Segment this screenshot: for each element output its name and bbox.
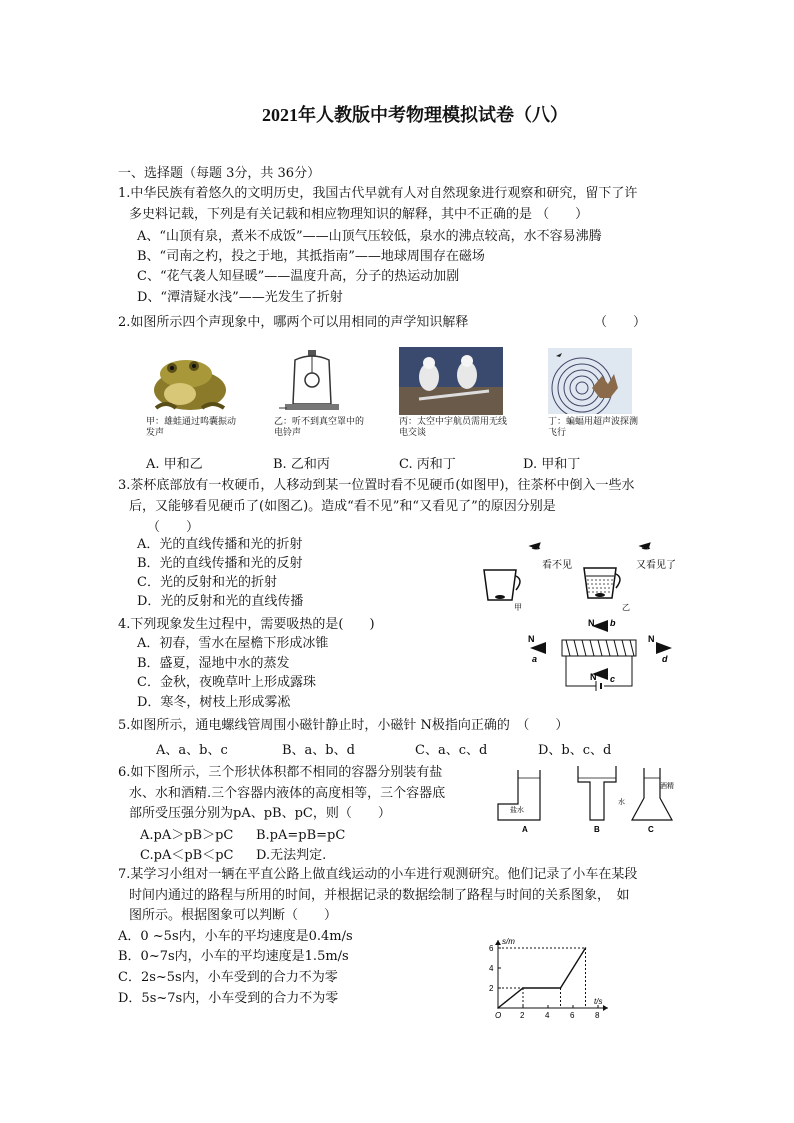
svg-text:c: c <box>610 674 616 684</box>
q6-option-a: A.pA＞pB＞pC <box>140 828 234 843</box>
q1-option-a: A、“山顶有泉，煮米不成饭”——山顶气压较低，泉水的沸点较高，水不容易沸腾 <box>137 229 602 244</box>
svg-text:b: b <box>610 618 616 628</box>
svg-text:酒精: 酒精 <box>660 782 674 790</box>
q2-stem: 2.如图所示四个声现象中，哪两个可以用相同的声学知识解释 <box>118 315 469 330</box>
q4-option-b: B．盛夏，湿地中水的蒸发 <box>137 656 290 671</box>
svg-text:看不见: 看不见 <box>542 560 572 571</box>
frog-picture <box>146 350 238 414</box>
data-point <box>585 947 587 949</box>
q6-line2: 水、水和酒精.三个容器内液体的高度相等，三个容器底 <box>129 786 446 801</box>
section-heading: 一、选择题（每题 3分，共 36分） <box>118 166 321 181</box>
q5-stem: 5.如图所示，通电螺线管周围小磁针静止时，小磁针 N极指向正确的 （ ） <box>118 718 569 733</box>
svg-text:B: B <box>594 825 600 834</box>
q5-option-c: C、a、c、d <box>415 743 488 758</box>
q7-option-d: D．5s~7s内，小车受到的合力不为零 <box>118 991 339 1006</box>
q6-option-d: D.无法判定. <box>256 848 327 863</box>
q5-option-d: D、b、c、d <box>538 743 612 758</box>
q1-option-b: B、“司南之杓，投之于地，其抵指南”——地球周围存在磁场 <box>137 249 485 264</box>
q1-line1: 1.中华民族有着悠久的文明历史，我国古代早就有人对自然现象进行观察和研究，留下了许 <box>118 186 638 201</box>
q3-option-a: A．光的直线传播和光的折射 <box>137 537 303 552</box>
q2-option-c: C. 丙和丁 <box>399 457 456 472</box>
q4-stem: 4.下列现象发生过程中，需要吸热的是( ) <box>118 617 375 632</box>
q6-option-b: B.pA=pB=pC <box>256 828 346 843</box>
q3-line2: 后，又能够看见硬币了(如图乙)。造成“看不见”和“又看见了”的原因分别是 <box>129 499 556 514</box>
page-title: 2021年人教版中考物理模拟试卷（八） <box>262 105 568 125</box>
x-axis-arrow <box>603 1005 608 1011</box>
svg-text:a: a <box>532 654 538 664</box>
q3-option-c: C．光的反射和光的折射 <box>137 575 277 590</box>
x-axis-label: t/s <box>594 997 603 1006</box>
q7-option-b: B．0~7s内，小车的平均速度是1.5m/s <box>118 949 349 964</box>
q7-option-c: C．2s~5s内，小车受到的合力不为零 <box>118 970 338 985</box>
x-tick-label: 6 <box>570 1011 575 1020</box>
svg-text:乙: 乙 <box>622 603 630 612</box>
q1-option-d: D、“潭清疑水浅”——光发生了折射 <box>137 290 343 305</box>
x-tick-label: 8 <box>595 1011 600 1020</box>
svg-text:盐水: 盐水 <box>510 806 524 814</box>
q7-line1: 7.某学习小组对一辆在平直公路上做直线运动的小车进行观测研究。他们记录了小车在某段 <box>118 867 638 882</box>
containers-figure <box>494 764 674 836</box>
y-tick-label: 2 <box>489 984 494 993</box>
q4-option-c: C．金秋，夜晚草叶上形成露珠 <box>137 675 316 690</box>
x-tick-label: O <box>495 1011 502 1020</box>
q6-line3: 部所受压强分别为pA、pB、pC，则（ ） <box>129 806 391 821</box>
q6-option-c: C.pA＜pB＜pC <box>140 848 234 863</box>
q5-option-a: A、a、b、c <box>156 743 228 758</box>
svg-text:水: 水 <box>618 798 625 806</box>
svg-text:又看见了: 又看见了 <box>636 560 676 571</box>
distance-time-chart <box>476 928 656 1020</box>
q7-option-a: A．0 ~5s内，小车的平均速度是0.4m/s <box>118 929 353 944</box>
q3-option-b: B．光的直线传播和光的反射 <box>137 556 303 571</box>
svg-text:N: N <box>590 672 597 682</box>
q1-option-c: C、“花气袭人知昼暖”——温度升高，分子的热运动加剧 <box>137 269 460 284</box>
y-tick-label: 4 <box>489 964 494 973</box>
q2-option-d: D. 甲和丁 <box>523 457 581 472</box>
svg-text:甲: 甲 <box>514 603 522 612</box>
q3-line1: 3.茶杯底部放有一枚硬币，人移动到某一位置时看不见硬币(如图甲)，往茶杯中倒入一些水 <box>118 478 635 493</box>
x-tick-label: 2 <box>520 1011 525 1020</box>
q7-line2: 时间内通过的路程与所用的时间，并根据记录的数据绘制了路程与时间的关系图象， 如 <box>129 888 630 903</box>
svg-text:C: C <box>648 825 654 834</box>
series-line <box>498 948 586 1008</box>
data-point <box>560 987 562 989</box>
svg-text:N: N <box>588 618 595 628</box>
solenoid-figure <box>526 618 676 692</box>
eye-icon <box>530 543 540 549</box>
svg-text:d: d <box>662 654 668 664</box>
data-point <box>522 987 524 989</box>
svg-text:N: N <box>648 634 655 644</box>
data-point <box>497 1007 499 1009</box>
y-axis-label: s/m <box>502 937 515 946</box>
q4-option-d: D．寒冬，树枝上形成雾凇 <box>137 695 291 710</box>
y-axis-arrow <box>495 940 501 945</box>
q1-line2: 多史料记载，下列是有关记载和相应物理知识的解释，其中不正确的是 （ ） <box>129 207 589 222</box>
q7-line3: 图所示。根据图象可以判断（ ） <box>129 908 338 923</box>
svg-text:N: N <box>528 634 535 644</box>
q2-paren: （ ） <box>594 315 647 330</box>
q3-line3: （ ） <box>147 520 200 535</box>
q2-option-a: A. 甲和乙 <box>146 457 203 472</box>
cup-coin-figure <box>476 540 688 612</box>
q3-option-d: D．光的反射和光的直线传播 <box>137 594 304 609</box>
caption-ding: 丁：蝙蝠用超声波探测飞行 <box>548 417 639 438</box>
q4-option-a: A．初春，雪水在屋檐下形成冰锥 <box>137 636 329 651</box>
q6-line1: 6.如下图所示，三个形状体积都不相同的容器分别装有盐 <box>118 765 443 780</box>
y-tick-label: 6 <box>489 944 494 953</box>
caption-jia: 甲：雄蛙通过鸣囊振动发声 <box>146 417 237 438</box>
caption-bing: 丙：太空中宇航员需用无线电交谈 <box>399 417 508 438</box>
bat-picture <box>548 348 632 414</box>
eye-icon <box>640 543 650 549</box>
bell-jar-picture <box>277 348 347 414</box>
q2-option-b: B. 乙和丙 <box>273 457 330 472</box>
q5-option-b: B、a、b、d <box>282 743 355 758</box>
astronaut-picture <box>399 347 503 415</box>
caption-yi: 乙：听不到真空罩中的电铃声 <box>274 417 365 438</box>
x-tick-label: 4 <box>545 1011 550 1020</box>
svg-text:A: A <box>522 825 528 834</box>
